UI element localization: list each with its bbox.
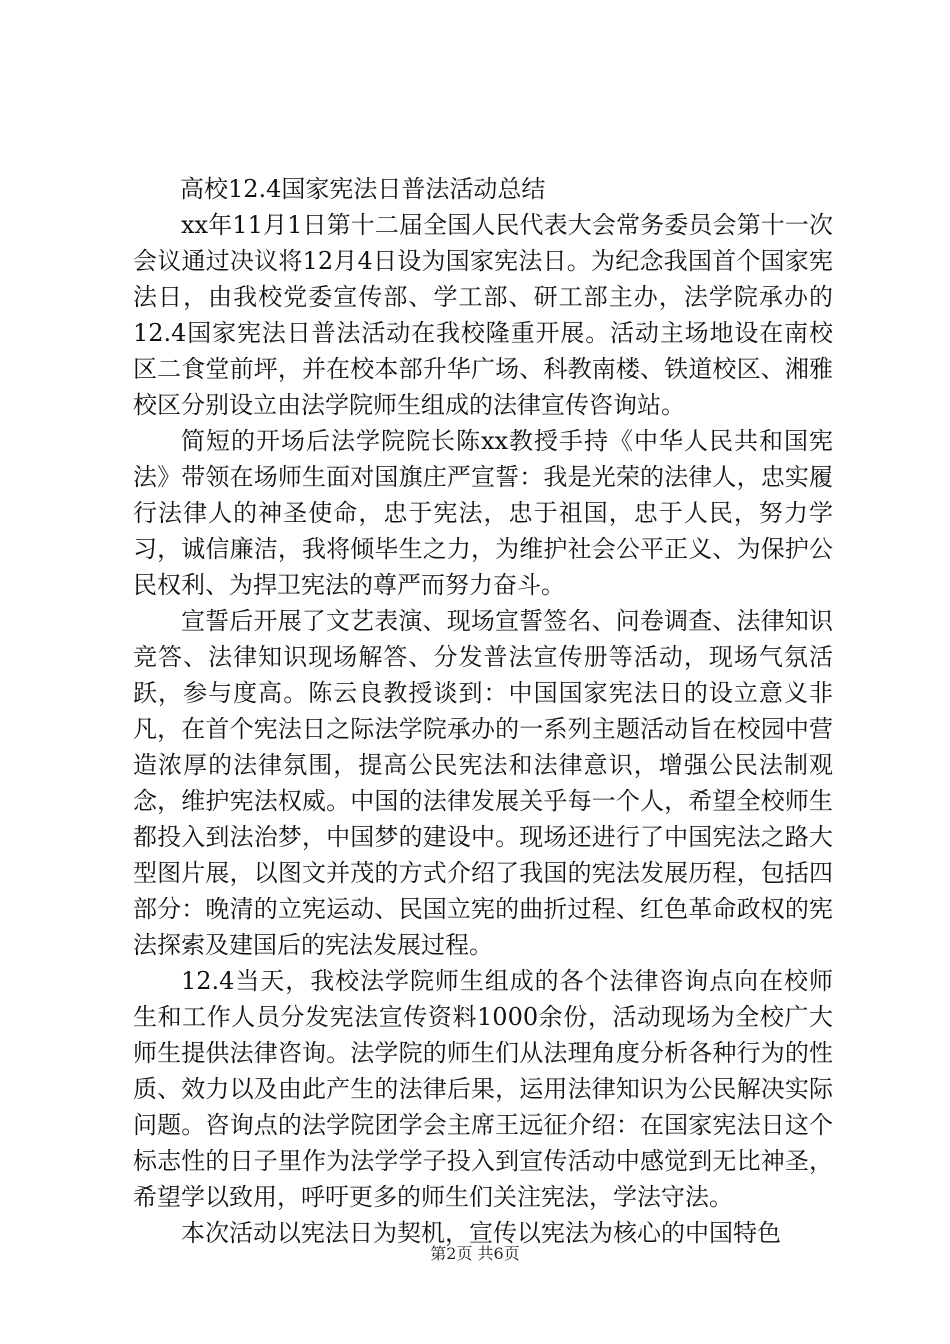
paragraph-1: xx年11月1日第十二届全国人民代表大会常务委员会第十一次会议通过决议将12月4日设为国家宪法日。为纪念我国首个国家宪法日，由我校党委宣传部、学工部、研工部主办，法学院承办的12.4国家宪法日普法活动在我校隆重开展。活动主场地设在南校区二食堂前坪，并在校本部升华广场、科教南楼、铁道校区、湘雅校区分别设立由法学院师生组成的法律宣传咨询站。 bbox=[133, 211, 833, 419]
paragraph-3: 宣誓后开展了文艺表演、现场宣誓签名、问卷调查、法律知识竞答、法律知识现场解答、分发普法宣传册等活动，现场气氛活跃，参与度高。陈云良教授谈到：中国国家宪法日的设立意义非凡，在首个宪法日之际法学院承办的一系列主题活动旨在校园中营造浓厚的法律氛围，提高公民宪法和法律意识，增强公民法制观念，维护宪法权威。中国的法律发展关乎每一个人，希望全校师生都投入到法治梦，中国梦的建设中。现场还进行了中国宪法之路大型图片展，以图文并茂的方式介绍了我国的宪法发展历程，包括四部分：晚清的立宪运动、民国立宪的曲折过程、红色革命政权的宪法探索及建国后的宪法发展过程。 bbox=[133, 607, 833, 959]
paragraph-5: 本次活动以宪法日为契机，宣传以宪法为核心的中国特色 bbox=[181, 1219, 781, 1247]
paragraph-2: 简短的开场后法学院院长陈xx教授手持《中华人民共和国宪法》带领在场师生面对国旗庄严宣誓：我是光荣的法律人，忠实履行法律人的神圣使命，忠于宪法，忠于祖国，忠于人民，努力学习，诚信廉洁，我将倾毕生之力，为维护社会公平正义、为保护公民权利、为捍卫宪法的尊严而努力奋斗。 bbox=[133, 427, 833, 599]
page-footer: 第2页 共6页 bbox=[430, 1244, 520, 1263]
paragraph-4: 12.4当天，我校法学院师生组成的各个法律咨询点向在校师生和工作人员分发宪法宣传资料1000余份，活动现场为全校广大师生提供法律咨询。法学院的师生们从法理角度分析各种行为的性质、效力以及由此产生的法律后果，运用法律知识为公民解决实际问题。咨询点的法学院团学会主席王远征介绍：在国家宪法日这个标志性的日子里作为法学学子投入到宣传活动中感觉到无比神圣，希望学以致用，呼吁更多的师生们关注宪法，学法守法。 bbox=[133, 967, 833, 1211]
document-body bbox=[133, 207, 833, 1251]
document-title: 高校12.4国家宪法日普法活动总结 bbox=[180, 175, 546, 203]
